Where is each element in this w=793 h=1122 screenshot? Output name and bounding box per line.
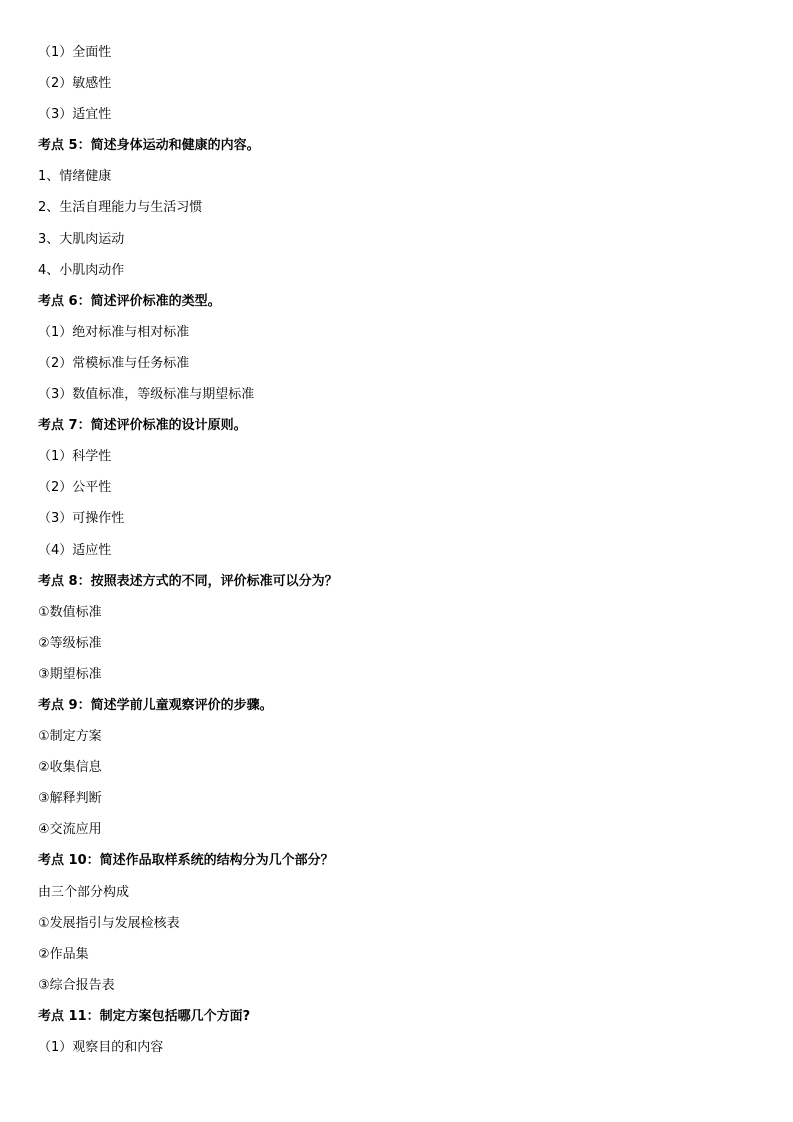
- list-item: ②等级标准: [38, 635, 102, 651]
- list-item: 由三个部分构成: [38, 884, 130, 900]
- list-item: 2、生活自理能力与生活习惯: [38, 200, 203, 216]
- list-item: （2）常模标准与任务标准: [38, 355, 190, 371]
- list-item: 4、小肌肉动作: [38, 262, 125, 278]
- list-item: （1）绝对标准与相对标准: [38, 324, 190, 340]
- list-item: ③解释判断: [38, 791, 102, 807]
- section-heading: 考点 7：简述评价标准的设计原则。: [38, 418, 247, 434]
- list-item: 3、大肌肉运动: [38, 231, 125, 247]
- list-item: ①发展指引与发展检核表: [38, 915, 180, 931]
- list-item: （3）可操作性: [38, 511, 125, 527]
- list-item: （1）科学性: [38, 449, 112, 465]
- list-item: ②作品集: [38, 946, 89, 962]
- section-heading: 考点 9：简述学前儿童观察评价的步骤。: [38, 697, 273, 713]
- list-item: （2）公平性: [38, 480, 112, 496]
- section-heading: 考点 11：制定方案包括哪几个方面?: [38, 1008, 251, 1024]
- list-item: ③综合报告表: [38, 977, 115, 993]
- section-heading: 考点 6：简述评价标准的类型。: [38, 293, 221, 309]
- list-item: ②收集信息: [38, 760, 102, 776]
- list-item: （1）全面性: [38, 45, 112, 60]
- section-heading: 考点 8：按照表述方式的不同，评价标准可以分为？: [38, 573, 338, 589]
- list-item: 1、情绪健康: [38, 169, 112, 185]
- list-item: （2）敏感性: [38, 76, 112, 92]
- list-item: ①制定方案: [38, 729, 102, 745]
- list-item: ①数值标准: [38, 604, 102, 620]
- document-page: [0, 37, 793, 1063]
- section-heading: 考点 5：简述身体运动和健康的内容。: [38, 138, 260, 154]
- list-item: （3）数值标准，等级标准与期望标准: [38, 387, 255, 403]
- section-heading: 考点 10：简述作品取样系统的结构分为几个部分？: [38, 853, 334, 869]
- list-item: ③期望标准: [38, 666, 102, 682]
- list-item: （1）观察目的和内容: [38, 1040, 164, 1055]
- list-item: （4）适应性: [38, 542, 112, 558]
- list-item: ④交流应用: [38, 822, 102, 838]
- list-item: （3）适宜性: [38, 107, 112, 123]
